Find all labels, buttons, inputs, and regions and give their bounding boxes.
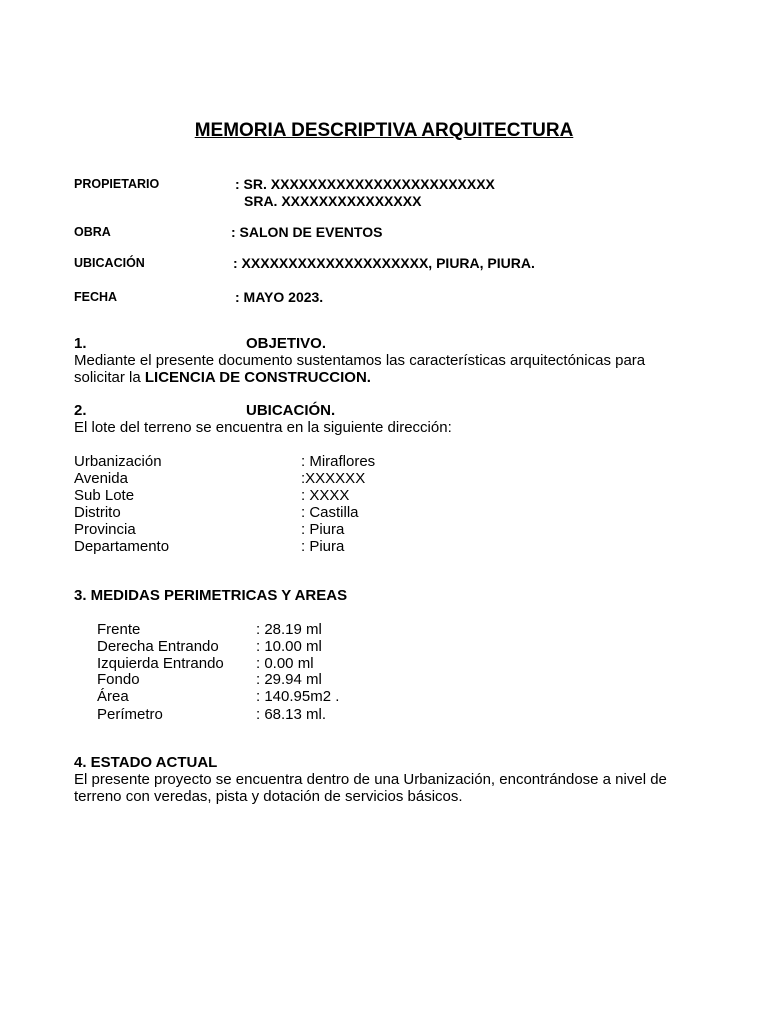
document-title: MEMORIA DESCRIPTIVA ARQUITECTURA: [194, 120, 574, 141]
measure-label: Perímetro: [97, 706, 163, 723]
measure-label: Derecha Entrando: [97, 638, 219, 655]
location-label: Departamento: [74, 538, 170, 555]
location-value: : Piura: [301, 538, 345, 555]
measure-label: Área: [97, 688, 129, 705]
section1-heading: OBJETIVO.: [246, 335, 327, 352]
location-value: : Castilla: [301, 504, 359, 521]
measure-label: Izquierda Entrando: [97, 655, 224, 672]
location-value: : XXXX: [301, 487, 350, 504]
measure-value: : 10.00 ml: [256, 638, 322, 655]
section2-heading: UBICACIÓN.: [246, 402, 336, 419]
measure-value: : 0.00 ml: [256, 655, 314, 672]
licencia-text: LICENCIA DE CONSTRUCCION.: [144, 369, 371, 386]
propietario-label: PROPIETARIO: [74, 177, 160, 191]
obra-value: : SALON DE EVENTOS: [231, 224, 383, 240]
measure-value: : 140.95m2 .: [256, 688, 340, 705]
section4-line1: El presente proyecto se encuentra dentro de una Urbanización, encontrándose a nivel de: [74, 771, 667, 788]
fecha-label: FECHA: [74, 290, 118, 304]
location-label: Distrito: [74, 504, 121, 521]
measure-value: : 68.13 ml.: [256, 706, 327, 723]
section3-heading: 3. MEDIDAS PERIMETRICAS Y AREAS: [74, 587, 348, 604]
section1-paragraph: [74, 352, 694, 386]
obra-label: OBRA: [74, 225, 111, 239]
section4-heading: 4. ESTADO ACTUAL: [74, 754, 218, 771]
section2-intro: El lote del terreno se encuentra en la siguiente dirección:: [74, 419, 452, 436]
section2-number: 2.: [74, 402, 87, 419]
measure-value: : 29.94 ml: [256, 671, 322, 688]
section1-line2: [74, 369, 694, 386]
ubicacion-value: : XXXXXXXXXXXXXXXXXXXX, PIURA, PIURA.: [233, 255, 535, 271]
section4-paragraph: [74, 771, 694, 805]
propietario-value-1: : SR. XXXXXXXXXXXXXXXXXXXXXXXX: [235, 176, 495, 192]
measure-label: Frente: [97, 621, 141, 638]
location-value: :XXXXXX: [301, 470, 366, 487]
section1-line1: Mediante el presente documento sustentamos las características arquitectónicas para: [74, 352, 646, 369]
location-label: Urbanización: [74, 453, 162, 470]
section1-text-prefix: solicitar la: [74, 369, 145, 386]
measure-value: : 28.19 ml: [256, 621, 322, 638]
section4-line2: terreno con veredas, pista y dotación de servicios básicos.: [74, 788, 463, 805]
location-value: : Piura: [301, 521, 345, 538]
location-label: Avenida: [74, 470, 128, 487]
measure-label: Fondo: [97, 671, 140, 688]
section1-number: 1.: [74, 335, 87, 352]
propietario-value-2: SRA. XXXXXXXXXXXXXXX: [244, 193, 422, 209]
location-label: Sub Lote: [74, 487, 135, 504]
location-label: Provincia: [74, 521, 136, 538]
location-value: : Miraflores: [301, 453, 376, 470]
fecha-value: : MAYO 2023.: [235, 289, 324, 305]
ubicacion-label: UBICACIÓN: [74, 256, 145, 270]
